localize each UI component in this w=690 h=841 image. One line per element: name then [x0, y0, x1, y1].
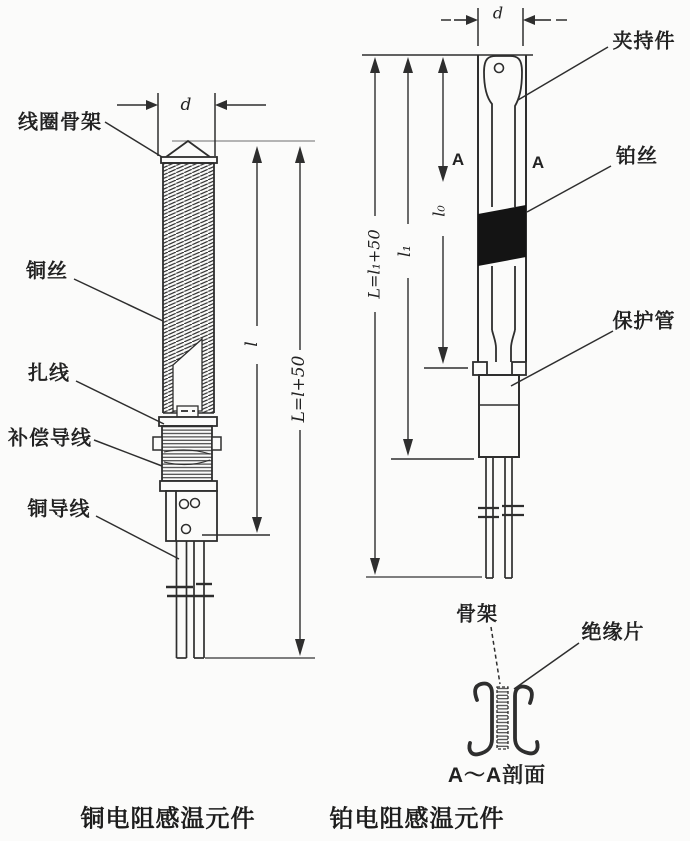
label-coil-skeleton: 线圈骨架 [18, 111, 102, 134]
label-skeleton: 骨架 [456, 603, 498, 626]
dim-l1-right: l₁ [395, 244, 415, 258]
label-copper-lead: 铜导线 [27, 498, 91, 521]
right-figure-drawing [362, 8, 613, 754]
left-figure-drawing [74, 93, 315, 658]
dim-A-right: A [451, 150, 465, 169]
label-protection-tube: 保护管 [612, 310, 676, 333]
caption-copper-element: 铜电阻感温元件 [80, 805, 256, 833]
label-compensation-lead: 补偿导线 [8, 427, 92, 450]
dim-l-left: l [242, 341, 262, 347]
dim-d-right: d [492, 3, 504, 23]
dim-L-left: L=l+50 [289, 355, 309, 423]
label-platinum-wire: 铂丝 [616, 145, 658, 168]
dim-d-left: d [180, 95, 192, 115]
label-tie-wire: 扎线 [28, 362, 70, 385]
dim-l0-right: l₀ [429, 205, 449, 217]
section-caption: A～A剖面 [447, 764, 547, 787]
label-insulation-sheet: 绝缘片 [581, 621, 645, 644]
dim-L-right: L=l₁+50 [364, 229, 384, 299]
section-marker-A: A [531, 153, 545, 172]
caption-platinum-element: 铂电阻感温元件 [329, 805, 505, 833]
label-copper-wire: 铜丝 [26, 260, 68, 283]
label-clamp: 夹持件 [612, 30, 676, 53]
